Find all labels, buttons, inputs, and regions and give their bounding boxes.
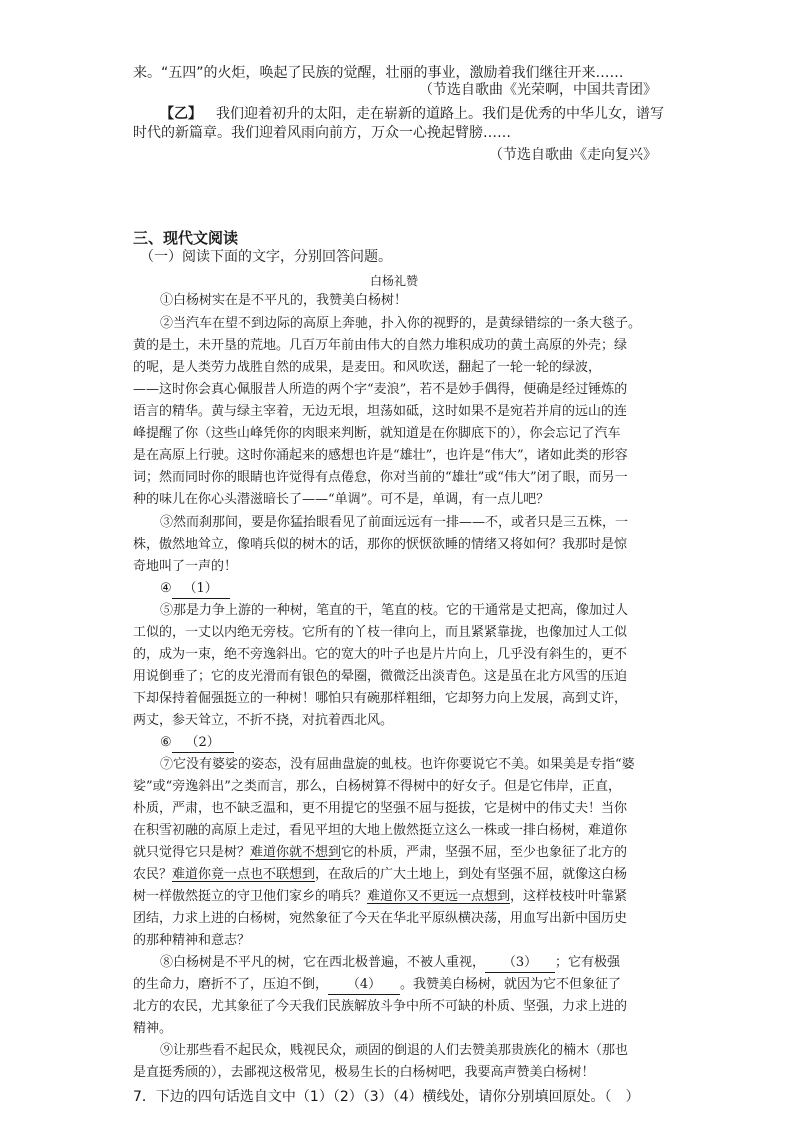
underlined-phrase: 难道你又不更远一点想到 — [367, 889, 511, 904]
para-2-line: ②当汽车在望不到边际的高原上奔驰，扑入你的视野的，是黄绿错综的一条大毯子。 — [160, 316, 642, 331]
para-1: ①白杨树实在是不平凡的，我赞美白杨树！ — [160, 293, 408, 308]
para-2-line: 的呢，是人类劳力战胜自然的成果，是麦田。和风吹送，翻起了一轮一轮的绿波， — [133, 360, 602, 375]
para-2-line: 黄的是土，未开垦的荒地。几百万年前由伟大的自然力堆积成功的黄土高原的外壳；绿 — [133, 338, 628, 353]
para-3-line: 奇地叫了一声的！ — [133, 559, 238, 574]
underlined-phrase: 难道你就不想到 — [250, 845, 342, 860]
para-5-line: ⑤那是力争上游的一种树，笔直的干，笔直的枝。它的干通常是丈把高，像加过人 — [160, 603, 629, 618]
para-7-line: 朴质，严肃，也不缺乏温和，更不用提它的坚强不屈与挺拔，它是树中的伟丈夫！当你 — [133, 801, 628, 816]
para-4 — [160, 580, 230, 599]
text-segment: 树一样傲然挺立的守卫他们家乡的哨兵？ — [133, 889, 368, 904]
para-2-line: 语言的精华。黄与绿主宰着，无边无垠，坦荡如砥，这时如果不是宛若并肩的远山的连 — [133, 404, 628, 419]
section-heading: 三、现代文阅读 — [133, 229, 239, 247]
para-5-line: 的，成为一束，绝不旁逸斜出。它的宽大的叶子也是片片向上，几乎没有斜生的，更不 — [133, 647, 628, 662]
para-5-line: 工似的，一丈以内绝无旁枝。它所有的丫枝一律向上，而且紧紧靠拢，也像加过人工似 — [133, 625, 628, 640]
para-8-line: 精神。 — [133, 1021, 173, 1036]
para-7-line: ⑦它没有婆娑的姿态，没有屈曲盘旋的虬枝。也许你要说它不美。如果美是专指“婆 — [160, 757, 635, 772]
song-yi-source: （节选自歌曲《走向复兴》 — [489, 147, 657, 163]
para-3-line: 株，傲然地耸立，像哨兵似的树木的话，那你的恹恹欲睡的情绪又将如何？我那时是惊 — [133, 537, 628, 552]
underlined-phrase: 难道你竟一点也不联想到 — [172, 867, 316, 882]
para-2-line: 种的味儿在你心头潜滋暗长了——“单调”。可不是，单调，有一点儿吧？ — [133, 492, 550, 507]
yi-tag: 【乙】 — [160, 106, 202, 122]
para-7-line — [133, 888, 627, 906]
article-title: 白杨礼赞 — [370, 274, 419, 288]
question-7: 7．下边的四句话选自文中（1）（2）（3）（4）横线处，请你分别填回原处。（ ） — [133, 1089, 640, 1105]
song-yi-line-1 — [160, 105, 664, 123]
text-segment: ；它有极强 — [555, 955, 621, 970]
song-jia-last-line: 来。“五四”的火炬，唤起了民族的觉醒，壮丽的事业，激励着我们继往开来…… — [133, 65, 624, 81]
para-9-line: ⑨让那些看不起民众，贱视民众，顽固的倒退的人们去赞美那贵族化的楠木（那也 — [160, 1043, 629, 1058]
para-7-line — [133, 866, 627, 884]
text-segment: 就只觉得它只是树？ — [133, 845, 251, 860]
para-8-line: 北方的农民，尤其象征了今天我们民族解放斗争中所不可缺的朴质、坚强，力求上进的 — [133, 999, 628, 1014]
text-segment: ⑧白杨树是不平凡的树，它在西北极普遍，不被人重视， — [160, 955, 486, 970]
para-5-line: 下却保持着倔强挺立的一种树！哪怕只有碗那样粗细，它却努力向上发展，高到丈许， — [133, 691, 628, 706]
para-2-line: ——这时你会真心佩服昔人所造的两个字“麦浪”，若不是妙手偶得，便确是经过锤炼的 — [133, 382, 628, 397]
para-7-line — [133, 844, 627, 862]
para-7-line: 的那种精神和意志？ — [133, 933, 251, 948]
blank-4[interactable]: （4） — [328, 976, 400, 995]
song-jia-source: （节选自歌曲《光荣啊，中国共青团》 — [419, 82, 657, 98]
text-segment: 它的朴质，严肃，坚强不屈，至少也象征了北方的 — [341, 845, 628, 860]
para-9-line: 是直挺秀颀的），去鄙视这极常见，极易生长的白杨树吧，我要高声赞美白杨树！ — [133, 1065, 595, 1080]
para-3-line: ③然而刹那间，要是你猛抬眼看见了前面远远有一排——不，或者只是三五株，一 — [160, 515, 629, 530]
text-segment: ，在敌后的广大土地上，到处有坚强不屈，就像这白杨 — [315, 867, 628, 882]
text-segment: ，这样枝枝叶叶靠紧 — [510, 889, 628, 904]
para-8-line — [133, 976, 621, 995]
para-4-number: ④ — [160, 581, 172, 596]
yi-text-1: 我们迎着初升的太阳，走在崭新的道路上。我们是优秀的中华儿女，谱写 — [216, 106, 664, 122]
text-segment: 农民？ — [133, 867, 173, 882]
song-yi-line-2: 时代的新篇章。我们迎着风雨向前方，万众一心挽起臂膀…… — [133, 125, 511, 141]
para-2-line: 词；然而同时你的眼睛也许觉得有点倦怠，你对当前的“雄壮”或“伟大”闭了眼，而另一 — [133, 470, 628, 485]
blank-2[interactable]: （2） — [172, 734, 234, 753]
text-segment: 的生命力，磨折不了，压迫不倒， — [133, 977, 329, 992]
para-6 — [160, 734, 234, 753]
para-7-line: 团结，力求上进的白杨树，宛然象征了今天在华北平原纵横决荡，用血写出新中国历史 — [133, 911, 628, 926]
para-7-line: 娑”或“旁逸斜出”之类而言，那么，白杨树算不得树中的好女子。但是它伟岸，正直， — [133, 779, 621, 794]
blank-1[interactable]: （1） — [172, 580, 230, 599]
blank-3[interactable]: （3） — [485, 954, 555, 973]
para-8-line — [160, 954, 620, 973]
para-7-line: 在积雪初融的高原上走过，看见平坦的大地上傲然挺立这么一株或一排白杨树，难道你 — [133, 823, 628, 838]
para-2-line: 是在高原上行驶。这时你涌起来的感想也许是“雄壮”，也许是“伟大”，诸如此类的形容 — [133, 448, 628, 463]
para-6-number: ⑥ — [160, 735, 172, 750]
text-segment: 。我赞美白杨树，就因为它不但象征了 — [400, 977, 622, 992]
para-2-line: 峰提醒了你（这些山峰凭你的肉眼来判断，就知道是在你脚底下的），你会忘记了汽车 — [133, 426, 621, 441]
section-subheading: （一）阅读下面的文字，分别回答问题。 — [140, 249, 392, 265]
para-5-line: 两丈，参天耸立，不折不挠，对抗着西北风。 — [133, 713, 394, 728]
para-5-line: 用说倒垂了；它的皮光滑而有银色的晕圈，微微泛出淡青色。这是虽在北方风雪的压迫 — [133, 669, 628, 684]
